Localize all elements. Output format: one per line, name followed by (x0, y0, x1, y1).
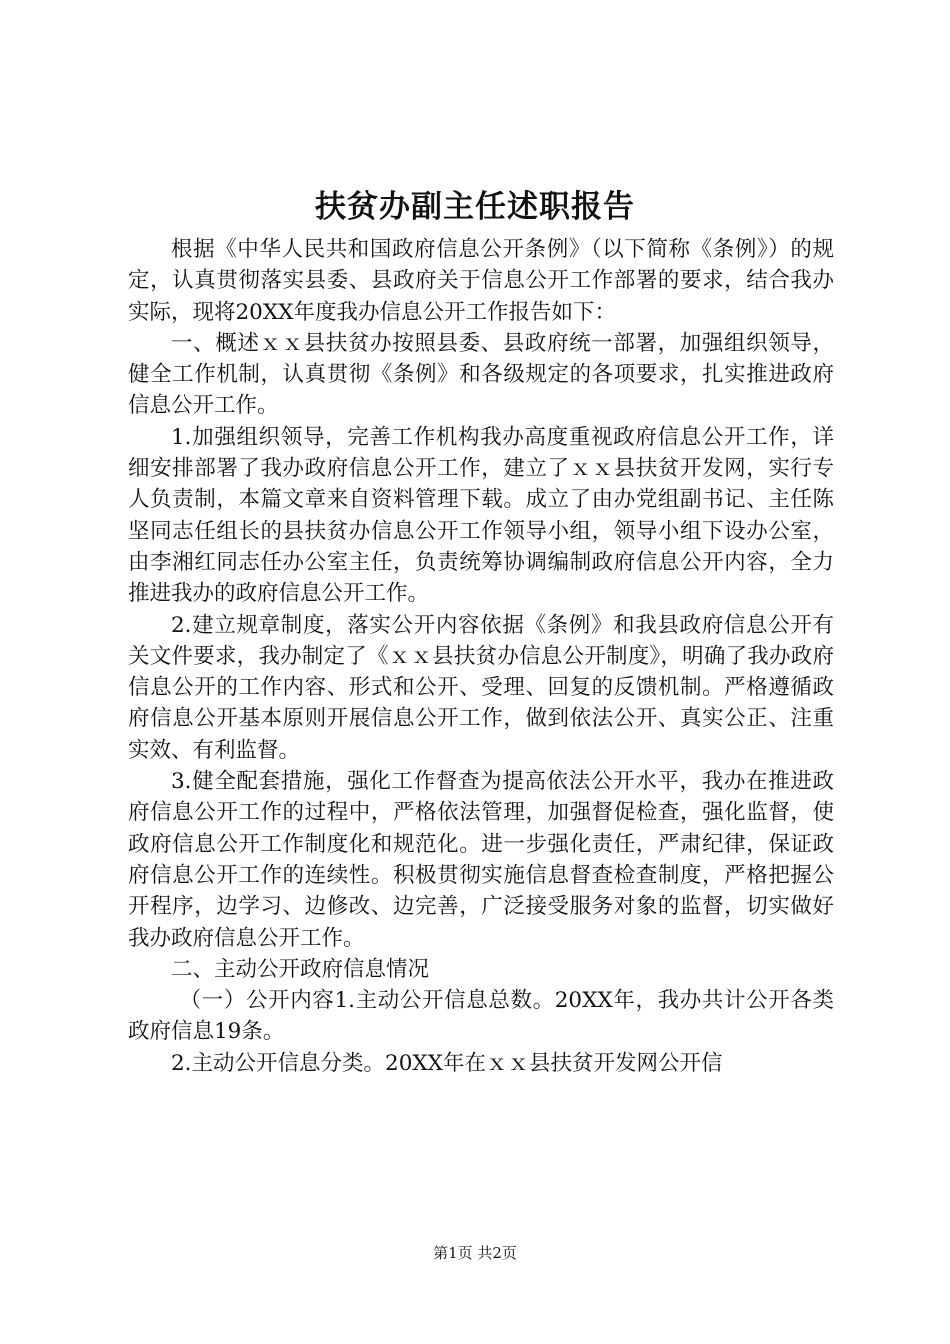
item-organization-paragraph: 1.加强组织领导，完善工作机构我办高度重视政府信息公开工作，详细安排部署了我办政府信息公开工作，建立了ｘｘ县扶贫开发网，实行专人负责制，本篇文章来自资料管理下载。成立了由办党组副书记、主任陈坚同志任组长的县扶贫办信息公开工作领导小组，领导小组下设办公室，由李湘红同志任办公室主任，负责统筹协调编制政府信息公开内容，全力推进我办的政府信息公开工作。 (128, 424, 834, 607)
document-body (128, 234, 834, 1079)
section-heading-disclosure: 二、主动公开政府信息情况 (171, 956, 430, 982)
item-measures-paragraph: 3.健全配套措施，强化工作督查为提高依法公开水平，我办在推进政府信息公开工作的过程中，严格依法管理，加强督促检查，强化监督，使政府信息公开工作制度化和规范化。进一步强化责任，严肃纪律，保证政府信息公开工作的连续性。积极贯彻实施信息督查检查制度，严格把握公开程序，边学习、边修改、边完善，广泛接受服务对象的监督，切实做好我办政府信息公开工作。 (128, 769, 834, 951)
page-footer: 第1页 共2页 (433, 1244, 517, 1262)
document-title: 扶贫办副主任述职报告 (315, 189, 635, 225)
subsection-content-paragraph: （一）公开内容1.主动公开信息总数。20XX年，我办共计公开各类政府信息19条。 (128, 988, 834, 1045)
item-classification-paragraph: 2.主动公开信息分类。20XX年在ｘｘ县扶贫开发网公开信 (171, 1050, 723, 1076)
section-overview-paragraph: 一、概述ｘｘ县扶贫办按照县委、县政府统一部署，加强组织领导，健全工作机制，认真贯彻《条例》和各级规定的各项要求，扎实推进政府信息公开工作。 (128, 330, 834, 419)
intro-paragraph: 根据《中华人民共和国政府信息公开条例》（以下简称《条例》）的规定，认真贯彻落实县委、县政府关于信息公开工作部署的要求，结合我办实际，现将20XX年度我办信息公开工作报告如下： (128, 237, 834, 325)
item-regulations-paragraph: 2.建立规章制度，落实公开内容依据《条例》和我县政府信息公开有关文件要求，我办制定了《ｘｘ县扶贫办信息公开制度》，明确了我办政府信息公开的工作内容、形式和公开、受理、回复的反馈机制。严格遵循政府信息公开基本原则开展信息公开工作，做到依法公开、真实公正、注重实效、有利监督。 (128, 612, 834, 763)
